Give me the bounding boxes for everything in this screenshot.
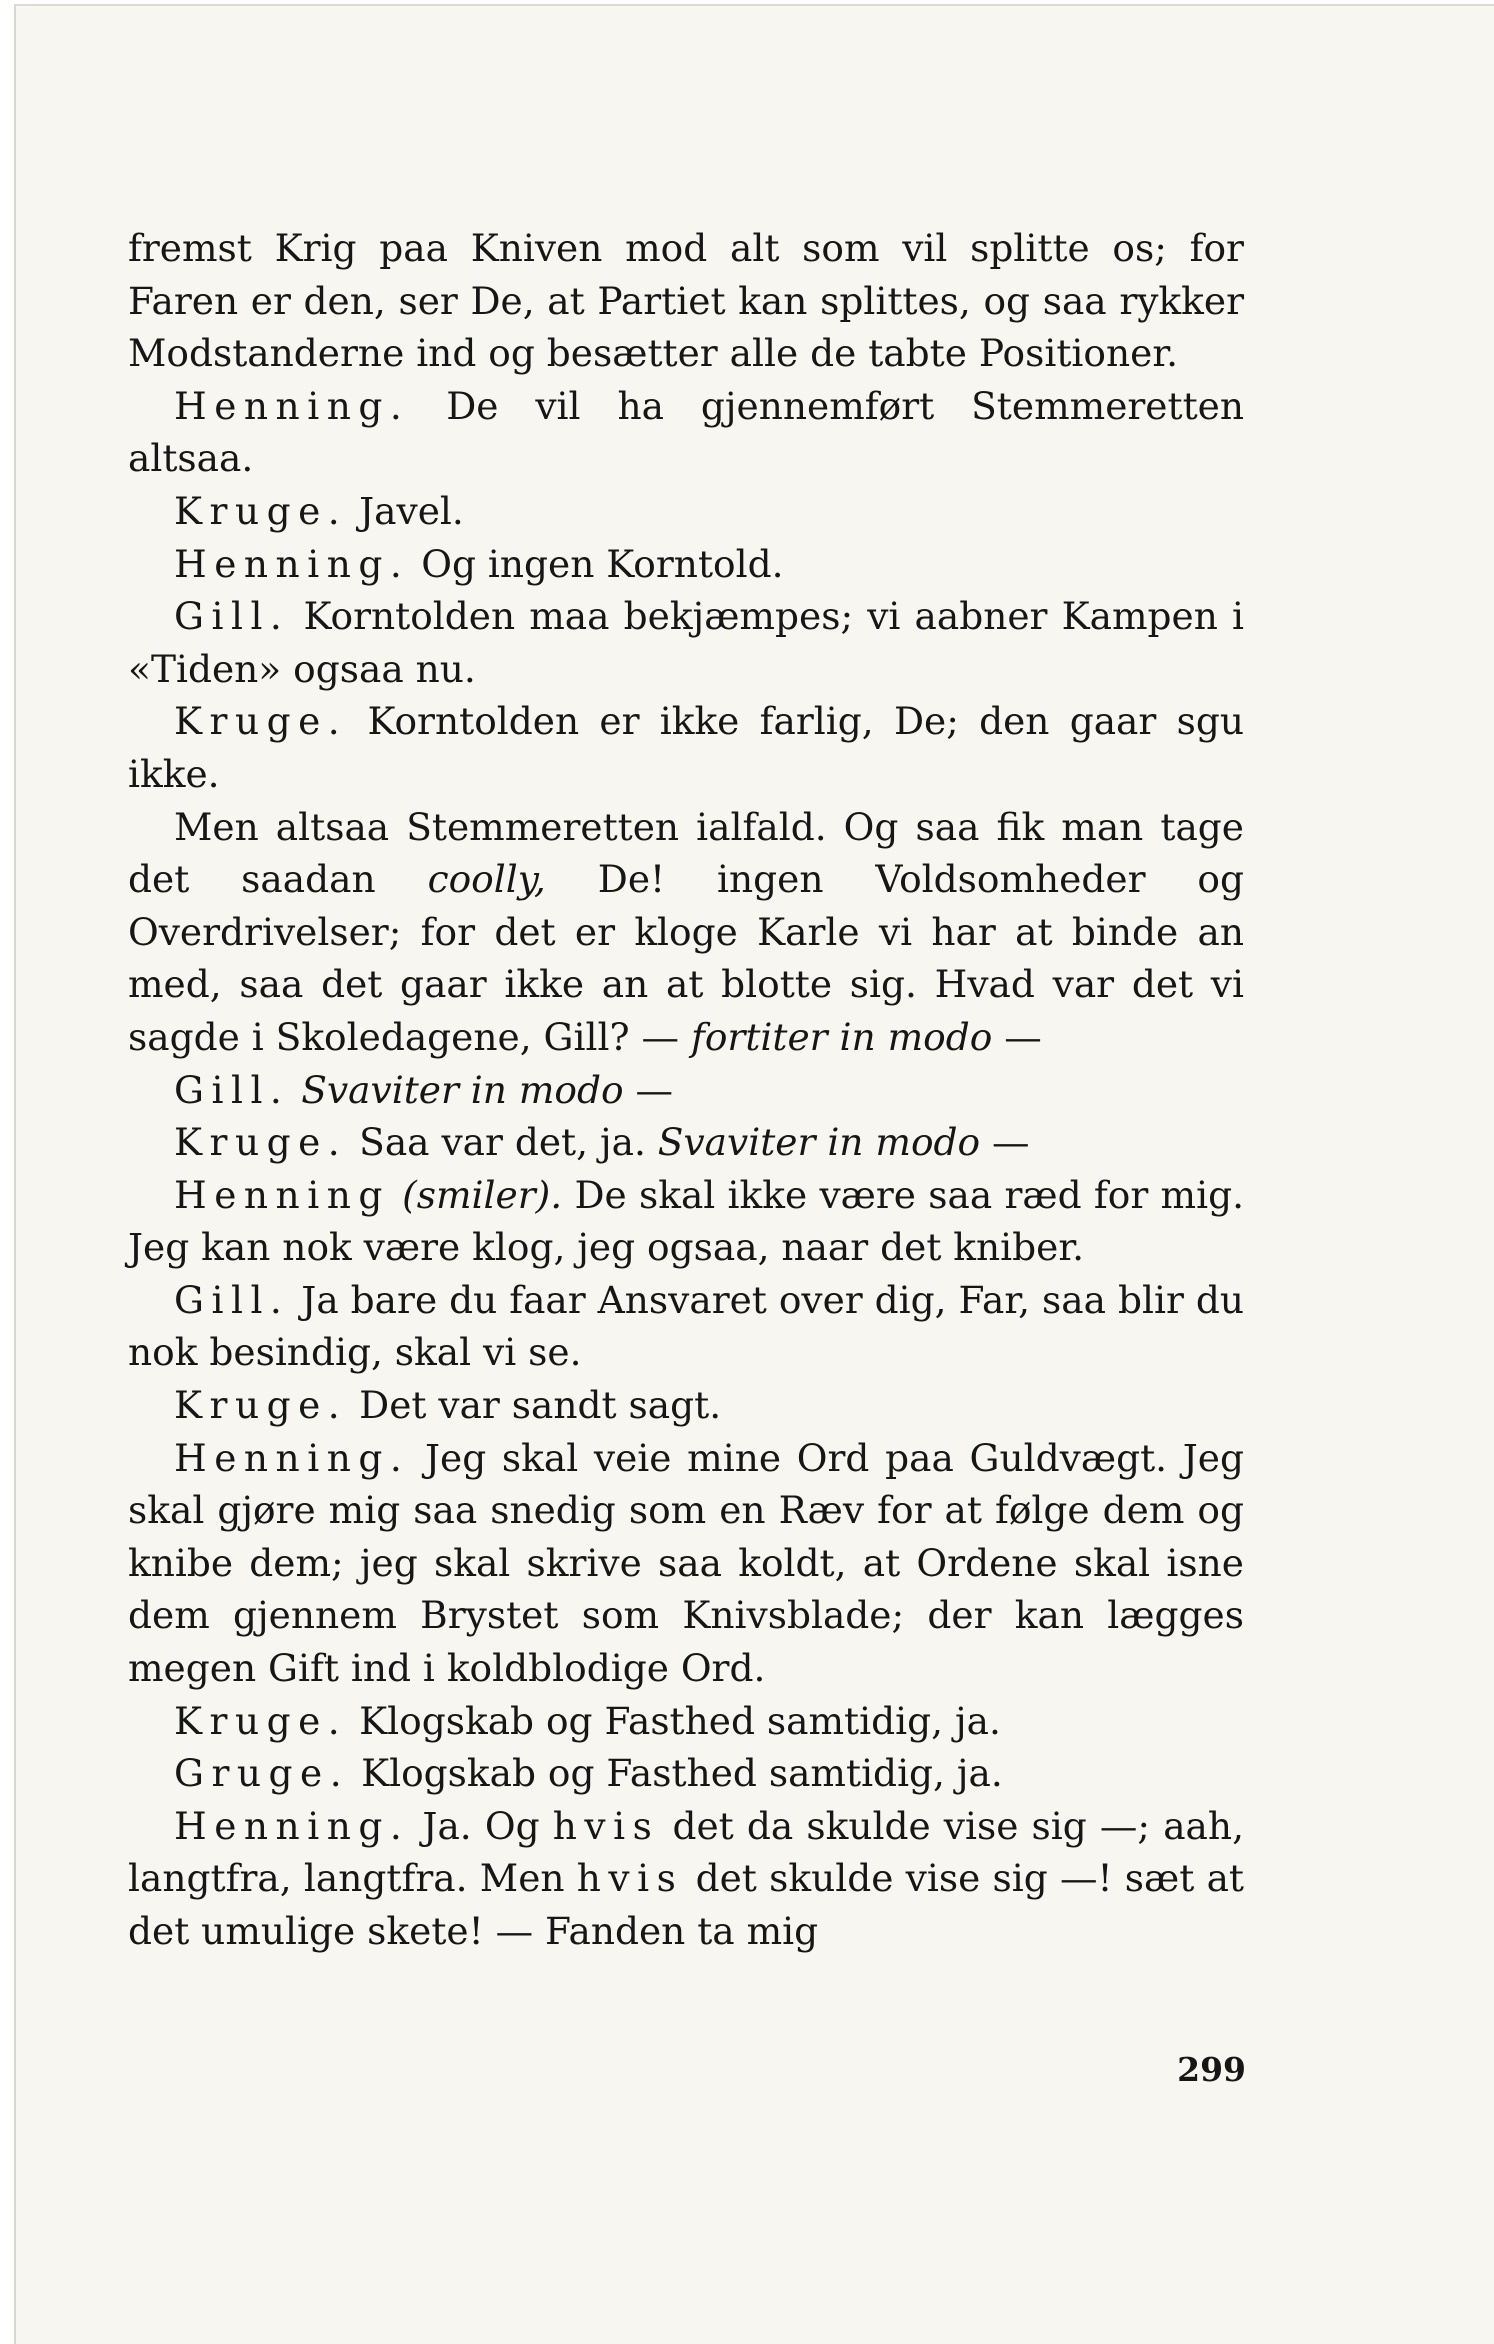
text-paragraph [128,590,1244,695]
text-run: Ja. Og [409,1803,553,1848]
speaker-name: hvis [552,1803,660,1848]
text-run: De! ingen Voldsomheder og Overdrivelser; for det er kloge Karle vi har at binde an med, saa det gaar ikke an at blotte sig. Hvad var det vi sagde i Skoledagene, Gill? — [128,857,1244,1059]
italic-text: Svaviter in modo [657,1120,981,1165]
speaker-name: Gill. [174,594,290,639]
speaker-name: Henning. [174,1803,410,1848]
text-run: De vil ha gjennemført Stemmeretten altsaa. [128,383,1244,481]
text-run: Korntolden maa bekjæmpes; vi aabner Kampen i «Tiden» ogsaa nu. [128,594,1244,691]
text-paragraph [128,1274,1244,1379]
speaker-name: Gill. [174,1067,290,1112]
text-run: Ja bare du faar Ansvaret over dig, Far, saa blir du nok besindig, skal vi se. [128,1277,1244,1375]
speaker-name: Kruge. [174,699,348,744]
text-run: Det var sandt sagt. [347,1383,722,1428]
text-run: det da skulde vise sig —; aah, langtfra, langtfra. Men [128,1803,1244,1901]
text-paragraph [128,1747,1244,1800]
italic-text: coolly, [427,857,546,902]
page-number: 299 [1177,2050,1246,2089]
text-paragraph [128,380,1244,485]
text-paragraph [128,1116,1244,1169]
text-run: Javel. [347,488,464,533]
speaker-name: Henning. [174,1435,410,1480]
speaker-name: Henning. [174,541,410,586]
page-body-text [128,222,1244,1958]
text-run: Klogskab og Fasthed samtidig, ja. [347,1698,1001,1743]
text-run: Klogskab og Fasthed samtidig, ja. [349,1751,1003,1796]
text-paragraph [128,1064,1244,1117]
text-paragraph [128,695,1244,800]
text-run: — [623,1067,674,1112]
italic-text: fortiter in modo [690,1014,993,1059]
text-run [289,1068,301,1112]
text-paragraph [128,801,1244,1064]
text-run [390,1173,402,1217]
speaker-name: hvis [576,1856,684,1901]
text-run: De skal ikke være saa ræd for mig. Jeg kan nok være klog, jeg ogsaa, naar det kniber. [128,1172,1245,1270]
text-run: Saa var det, ja. [347,1120,658,1165]
text-paragraph [128,485,1244,538]
speaker-name: Henning. [174,383,410,428]
text-run: — [992,1014,1042,1059]
text-paragraph [128,538,1244,591]
speaker-name: Gruge. [174,1751,350,1796]
text-paragraph [128,222,1244,380]
italic-text: (smiler). [402,1172,563,1217]
speaker-name: Gill. [174,1277,290,1322]
text-run: Og ingen Korntold. [409,541,784,586]
text-run: — [980,1120,1030,1165]
text-run: fremst Krig paa Kniven mod alt som vil splitte os; for Faren er den, ser De, at Partiet kan splittes, og saa rykker Modstanderne ind og besætter alle de tabte Positioner. [128,226,1244,376]
speaker-name: Kruge. [174,1698,348,1743]
speaker-name: Henning [174,1172,390,1217]
italic-text: Svaviter in modo [301,1067,624,1112]
text-paragraph [128,1432,1244,1695]
text-paragraph [128,1695,1244,1748]
text-run: Jeg skal veie mine Ord paa Guldvægt. Jeg skal gjøre mig saa snedig som en Ræv for at følge dem og knibe dem; jeg skal skrive saa koldt, at Ordene skal isne dem gjennem Brystet som Knivsblade; der kan lægges megen Gift ind i koldblodige Ord. [128,1435,1244,1691]
text-run: Men altsaa Stemmeretten ialfald. Og saa fik man tage det saadan [128,804,1244,902]
text-paragraph [128,1379,1244,1432]
text-paragraph [128,1169,1244,1274]
speaker-name: Kruge. [174,1383,348,1428]
speaker-name: Kruge. [174,488,348,533]
text-paragraph [128,1800,1244,1958]
speaker-name: Kruge. [174,1120,348,1165]
text-run: Korntolden er ikke farlig, De; den gaar sgu ikke. [128,699,1244,796]
text-run: det skulde vise sig —! sæt at det umulige skete! — Fanden ta mig [128,1856,1245,1953]
